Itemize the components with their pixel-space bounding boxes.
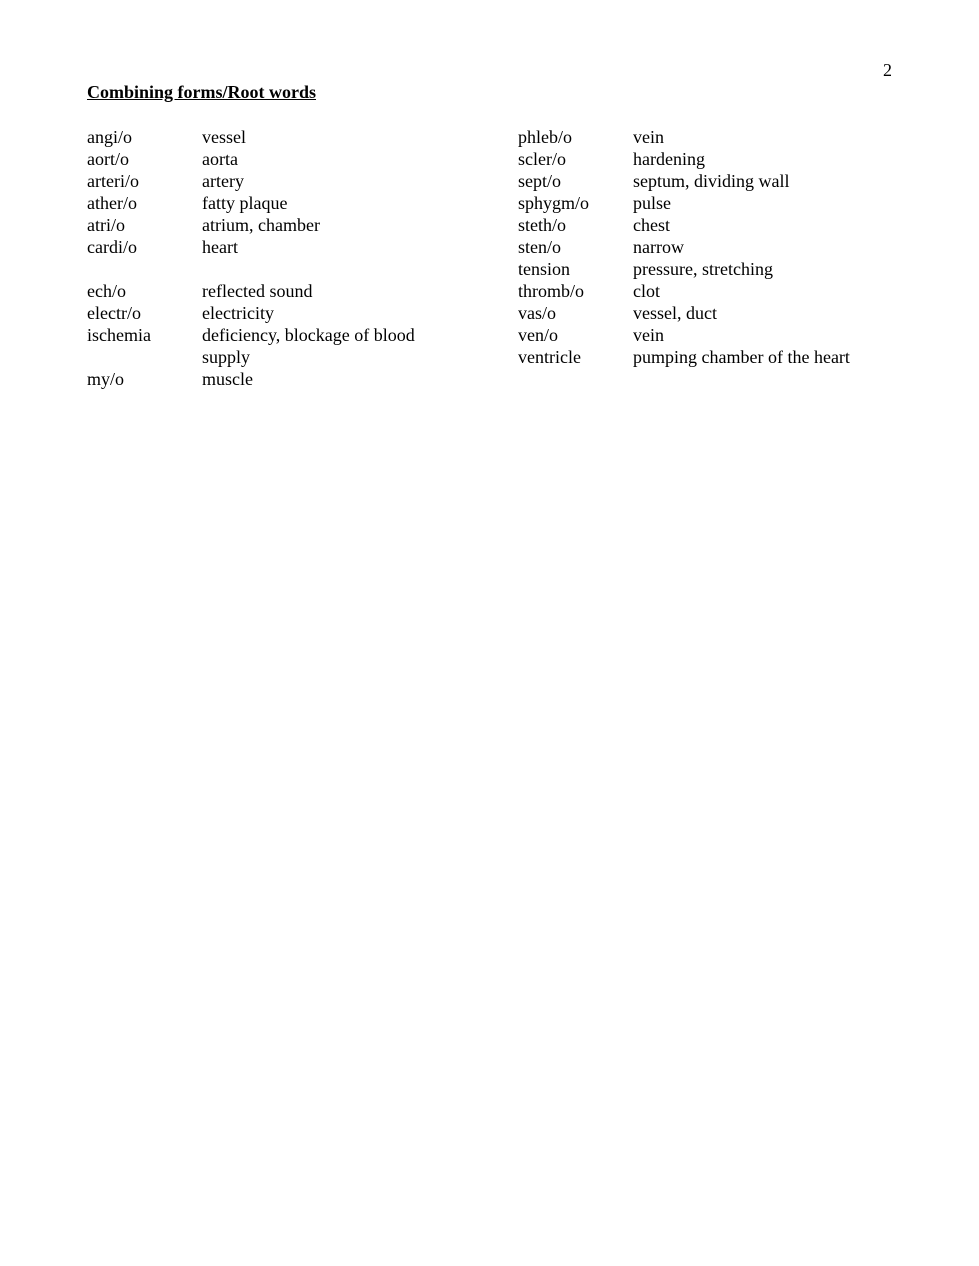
term: vas/o	[518, 303, 556, 323]
meaning: heart	[202, 237, 238, 257]
term: angi/o	[87, 127, 132, 147]
term-entry	[87, 214, 507, 236]
section-heading: Combining forms/Root words	[87, 82, 317, 102]
term-entry	[518, 280, 918, 302]
meaning: deficiency, blockage of blood supply	[202, 325, 415, 367]
term: thromb/o	[518, 281, 584, 301]
term-entry	[518, 126, 918, 148]
meaning: vein	[633, 127, 664, 147]
meaning: pressure, stretching	[633, 259, 773, 279]
term-entry	[518, 170, 918, 192]
meaning: vessel	[202, 127, 246, 147]
meaning: electricity	[202, 303, 274, 323]
term-entry	[87, 302, 507, 324]
term: cardi/o	[87, 237, 137, 257]
term: scler/o	[518, 149, 566, 169]
term: tension	[518, 259, 570, 279]
term-entry	[87, 280, 507, 302]
meaning: vessel, duct	[633, 303, 717, 323]
term-entry	[87, 368, 507, 390]
term: my/o	[87, 369, 125, 389]
term-entry	[518, 148, 918, 170]
term-entry	[87, 192, 507, 214]
term-entry	[87, 126, 507, 148]
term: steth/o	[518, 215, 566, 235]
term: sphygm/o	[518, 193, 590, 213]
term: arteri/o	[87, 171, 139, 191]
term-entry	[518, 214, 918, 236]
meaning: clot	[633, 281, 660, 301]
meaning: pumping chamber of the heart	[633, 347, 850, 367]
term: ven/o	[518, 325, 558, 345]
term: ventricle	[518, 347, 581, 367]
right-term-column	[518, 126, 918, 368]
meaning: pulse	[633, 193, 671, 213]
meaning: atrium, chamber	[202, 215, 320, 235]
term: ech/o	[87, 281, 126, 301]
term: sept/o	[518, 171, 561, 191]
term: electr/o	[87, 303, 141, 323]
meaning: reflected sound	[202, 281, 313, 301]
term: atri/o	[87, 215, 125, 235]
meaning: fatty plaque	[202, 193, 288, 213]
term-entry	[518, 324, 918, 346]
term: sten/o	[518, 237, 561, 257]
meaning: chest	[633, 215, 670, 235]
meaning: aorta	[202, 149, 238, 169]
term-entry	[518, 192, 918, 214]
term-entry	[518, 236, 918, 258]
meaning: vein	[633, 325, 664, 345]
meaning: artery	[202, 171, 244, 191]
term: ischemia	[87, 325, 151, 345]
blank-line	[87, 258, 507, 280]
meaning: septum, dividing wall	[633, 171, 790, 191]
term: phleb/o	[518, 127, 572, 147]
term: aort/o	[87, 149, 129, 169]
left-term-column	[87, 126, 507, 390]
term-entry	[87, 148, 507, 170]
term-entry	[87, 170, 507, 192]
term-entry	[87, 236, 507, 258]
term-entry	[518, 346, 918, 368]
term: ather/o	[87, 193, 137, 213]
term-entry	[518, 258, 918, 280]
meaning: muscle	[202, 369, 253, 389]
page-number: 2	[883, 60, 892, 80]
term-entry	[518, 302, 918, 324]
term-entry	[87, 324, 507, 368]
meaning: hardening	[633, 149, 705, 169]
meaning: narrow	[633, 237, 684, 257]
